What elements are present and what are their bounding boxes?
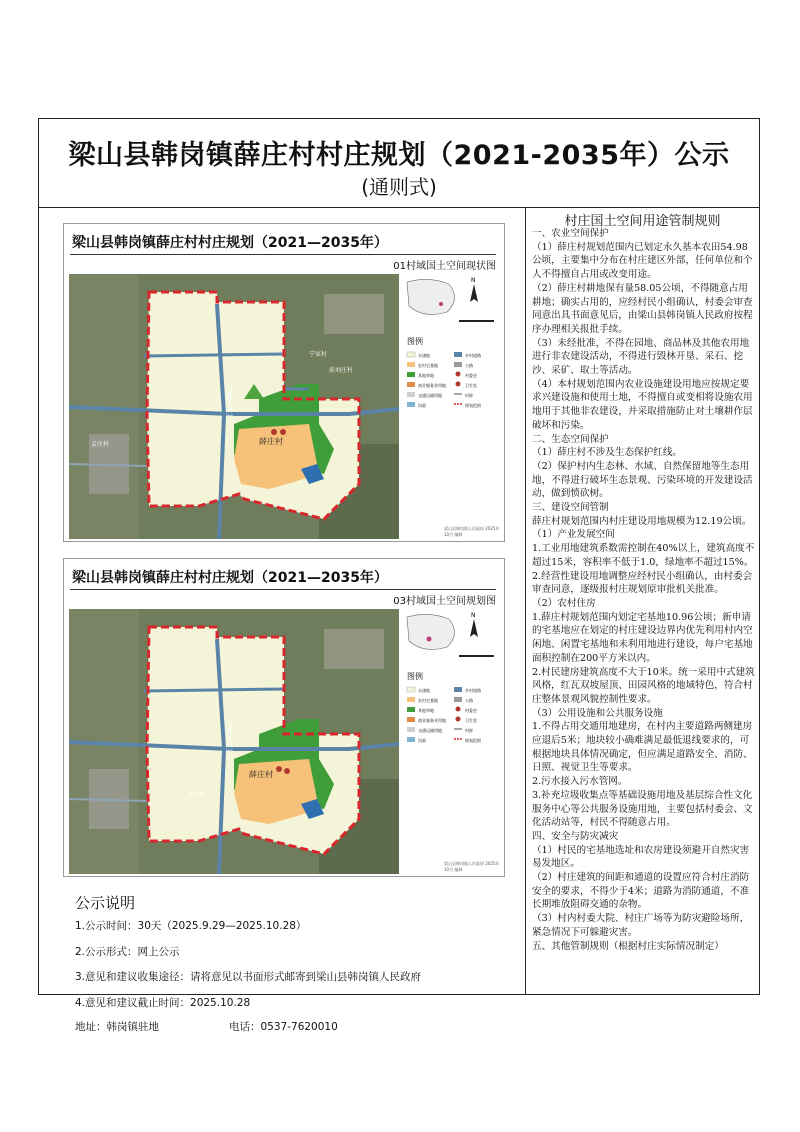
notice-phone: 电话：0537-7620010	[229, 1021, 338, 1033]
rules-body	[532, 227, 756, 953]
road-label: 交通用地主干	[225, 719, 233, 761]
svg-text:沟渠: 沟渠	[418, 738, 426, 743]
rules-title: 村庄国土空间用途管制规则	[564, 214, 721, 229]
svg-text:卫生室: 卫生室	[465, 718, 477, 723]
svg-text:村界: 村界	[465, 728, 473, 733]
map-title: 梁山县韩岗镇薛庄村村庄规划（2021—2035年）	[72, 570, 388, 586]
rules-paragraph: （3）村内村委大院、村庄广场等为防灾避险场所，紧急情况下可躲避灾害。	[532, 913, 750, 938]
svg-text:乡村道路: 乡村道路	[465, 688, 481, 693]
rules-paragraph: 三、建设空间管制	[532, 502, 609, 514]
rules-paragraph: （2）村庄建筑的间距和通道的设置应符合村庄消防安全的要求，不得少于4米；道路为消防通道，不准长期堆放阻碍交通的杂物。	[532, 872, 750, 911]
rules-paragraph: 四、安全与防灾减灾	[532, 830, 619, 842]
rules-paragraph: 五、其他管制规则（根据村庄实际情况制定）	[532, 940, 724, 952]
rules-paragraph: （4）本村规划范围内农业设施建设用地应按规定要求兴建设施和使用土地，不得擅自或变相将设施农用地用于其他非农建设，并采取措施防止对土壤耕作层破坏和污染。	[532, 378, 753, 431]
svg-text:沟渠: 沟渠	[418, 403, 426, 408]
legend-title: 图例	[407, 672, 423, 681]
svg-text:商业服务业用地: 商业服务业用地	[418, 718, 446, 723]
rules-paragraph: 2.污水接入污水管网。	[532, 776, 628, 788]
map-card-current	[63, 223, 505, 542]
rules-paragraph: 薛庄村规划范围内村庄建设用地规模为12.19公顷。	[532, 515, 752, 527]
svg-text:水浇地: 水浇地	[418, 353, 430, 358]
north-arrow-icon	[470, 277, 478, 302]
rules-paragraph: 1.薛庄村规划范围内划定宅基地10.96公顷；新申请的宅基地应在划定的村庄建设边界内优先利用村内空闲地、闲置宅基地和未利用地进行建设，每户宅基地面积控制在200平方米以内。	[532, 611, 753, 664]
rules-paragraph: （3）未经批准，不得在园地、商品林及其他农用地进行非农建设活动，不得进行毁林开垦、采石、挖沙、采矿、取土等活动。	[532, 337, 750, 377]
village-label: 薛庄村	[259, 437, 283, 446]
map-title: 梁山县韩岗镇薛庄村村庄规划（2021—2035年）	[72, 235, 388, 251]
map-subtitle: 01村域国土空间现状图	[393, 261, 496, 272]
rules-paragraph: 二、生态空间保护	[532, 433, 609, 445]
svg-text:农村宅基地: 农村宅基地	[418, 363, 438, 368]
notice-item: 4.意见和建议截止时间：2025.10.28	[75, 997, 251, 1009]
legend	[407, 687, 481, 743]
locator-inset	[407, 614, 455, 649]
svg-text:卫生室: 卫生室	[465, 383, 477, 388]
current-status-map	[69, 274, 499, 539]
place-label: 孟庄村	[91, 441, 110, 448]
north-arrow-icon	[470, 612, 478, 637]
left-column	[39, 207, 525, 1033]
svg-text:其他草地: 其他草地	[418, 373, 434, 378]
road-label: 交通用地主干	[225, 384, 233, 426]
svg-text:N: N	[471, 277, 476, 284]
svg-text:规划范围: 规划范围	[465, 403, 481, 408]
rules-paragraph: （3）公用设施和公共服务设施	[532, 707, 663, 719]
svg-text:商业服务业用地: 商业服务业用地	[418, 383, 446, 388]
rules-paragraph: （2）保护村内生态林、水域、自然保留地等生态用地，不得进行破坏生态景观、污染环境的开发建设活动，做到愤砍树。	[532, 460, 753, 500]
rules-paragraph: （1）产业发展空间	[532, 529, 615, 541]
svg-text:公路: 公路	[465, 698, 473, 703]
page-title: 梁山县韩岗镇薛庄村村庄规划（2021-2035年）公示	[68, 140, 730, 171]
map-card-plan	[63, 558, 505, 877]
legend-title: 图例	[407, 337, 423, 346]
rules-paragraph: （2）薛庄村耕地保有量58.05公顷，不得随意占用耕地；确实占用的，应经村民小组确认，村委会审查同意出具书面意见后，由梁山县韩岗镇人民政府按程序办理相关报批手续。	[532, 282, 753, 335]
svg-text:公路: 公路	[465, 363, 473, 368]
page-frame	[38, 118, 760, 1033]
rules-paragraph: （1）村民的宅基地选址和农房建设须避开自然灾害易发地区。	[532, 844, 750, 870]
notice-item: 3.意见和建议收集途径：请将意见以书面形式邮寄到梁山县韩岗镇人民政府	[75, 971, 422, 983]
page-subtitle: (通则式)	[361, 175, 437, 199]
svg-text:交通运输用地: 交通运输用地	[418, 393, 442, 398]
rules-paragraph: 2.村民建房建筑高度不大于10米。统一采用中式建筑风格，红瓦双坡屋顶、田园风格的地域特色，符合村庄整体景观风貌控制性要求。	[532, 666, 755, 705]
rules-paragraph: 1.不得占用交通用地建房，在村内主要道路两侧建房应退后5米；地块较小确难满足最低退线要求的，可根据地块具体情况确定，但应满足道路安全、消防、日照、视觉卫生等要求。	[532, 721, 753, 774]
map-footer: 梁山县韩岗镇人民政府 2025年10月 编制	[444, 526, 500, 537]
svg-text:村委会: 村委会	[465, 373, 477, 378]
header	[39, 119, 759, 208]
svg-text:N: N	[471, 612, 476, 619]
rules-paragraph: 3.补充垃圾收集点等基础设施用地及基层综合性文化服务中心等公共服务设施用地，主要包括村委会、文化活动站等，村民不得随意占用。	[532, 789, 753, 829]
map-title-rule	[70, 589, 496, 590]
rules-paragraph: （1）薛庄村不涉及生态保护红线。	[532, 447, 683, 459]
place-label: 前刘庄村	[329, 367, 354, 374]
rules-paragraph: （1）薛庄村规划范围内已划定永久基本农田54.98公顷，主要集中分布在村庄建区外部，任何单位和个人不得擅自占用或改变用途。	[532, 241, 753, 281]
locator-inset	[407, 279, 455, 314]
rules-paragraph: （2）农村住房	[532, 597, 596, 609]
village-label: 薛庄村	[249, 770, 273, 779]
notice-item: 2.公示形式：网上公示	[75, 946, 180, 958]
map-subtitle: 03村域国土空间规划图	[393, 596, 496, 607]
svg-text:村委会: 村委会	[465, 708, 477, 713]
legend	[407, 352, 481, 408]
village-committee-icon	[276, 766, 282, 772]
svg-text:村界: 村界	[465, 393, 473, 398]
map-footer: 梁山县韩岗镇人民政府 2025年10月 编制	[444, 861, 500, 872]
place-label: Y376	[189, 791, 205, 798]
clinic-icon	[284, 768, 290, 774]
notice-heading: 公示说明	[75, 894, 136, 912]
svg-text:其他草地: 其他草地	[418, 708, 434, 713]
rules-paragraph: 1.工业用地建筑系数需控制在40%以上，建筑高度不超过15米，容积率不低于1.0，绿地率不超过15%。	[532, 543, 755, 568]
planning-map	[69, 609, 499, 874]
village-committee-icon	[271, 429, 277, 435]
place-label: 宁家村	[309, 351, 328, 358]
clinic-icon	[280, 429, 286, 435]
svg-text:交通运输用地: 交通运输用地	[418, 728, 442, 733]
notice-address: 地址：韩岗镇驻地	[75, 1021, 159, 1033]
svg-text:农村宅基地: 农村宅基地	[418, 698, 438, 703]
svg-text:水浇地: 水浇地	[418, 688, 430, 693]
rules-paragraph: 2.经营性建设用地调整应经村民小组确认，由村委会审查同意，逐级报村庄规划原审批机关批准。	[532, 570, 753, 596]
notice-item: 1.公示时间：30天（2025.9.29—2025.10.28）	[75, 920, 307, 932]
rules-paragraph: 一、农业空间保护	[532, 228, 609, 239]
svg-text:乡村道路: 乡村道路	[465, 353, 481, 358]
svg-text:规划范围: 规划范围	[465, 738, 481, 743]
map-title-rule	[70, 254, 496, 255]
rules-column	[526, 207, 759, 995]
